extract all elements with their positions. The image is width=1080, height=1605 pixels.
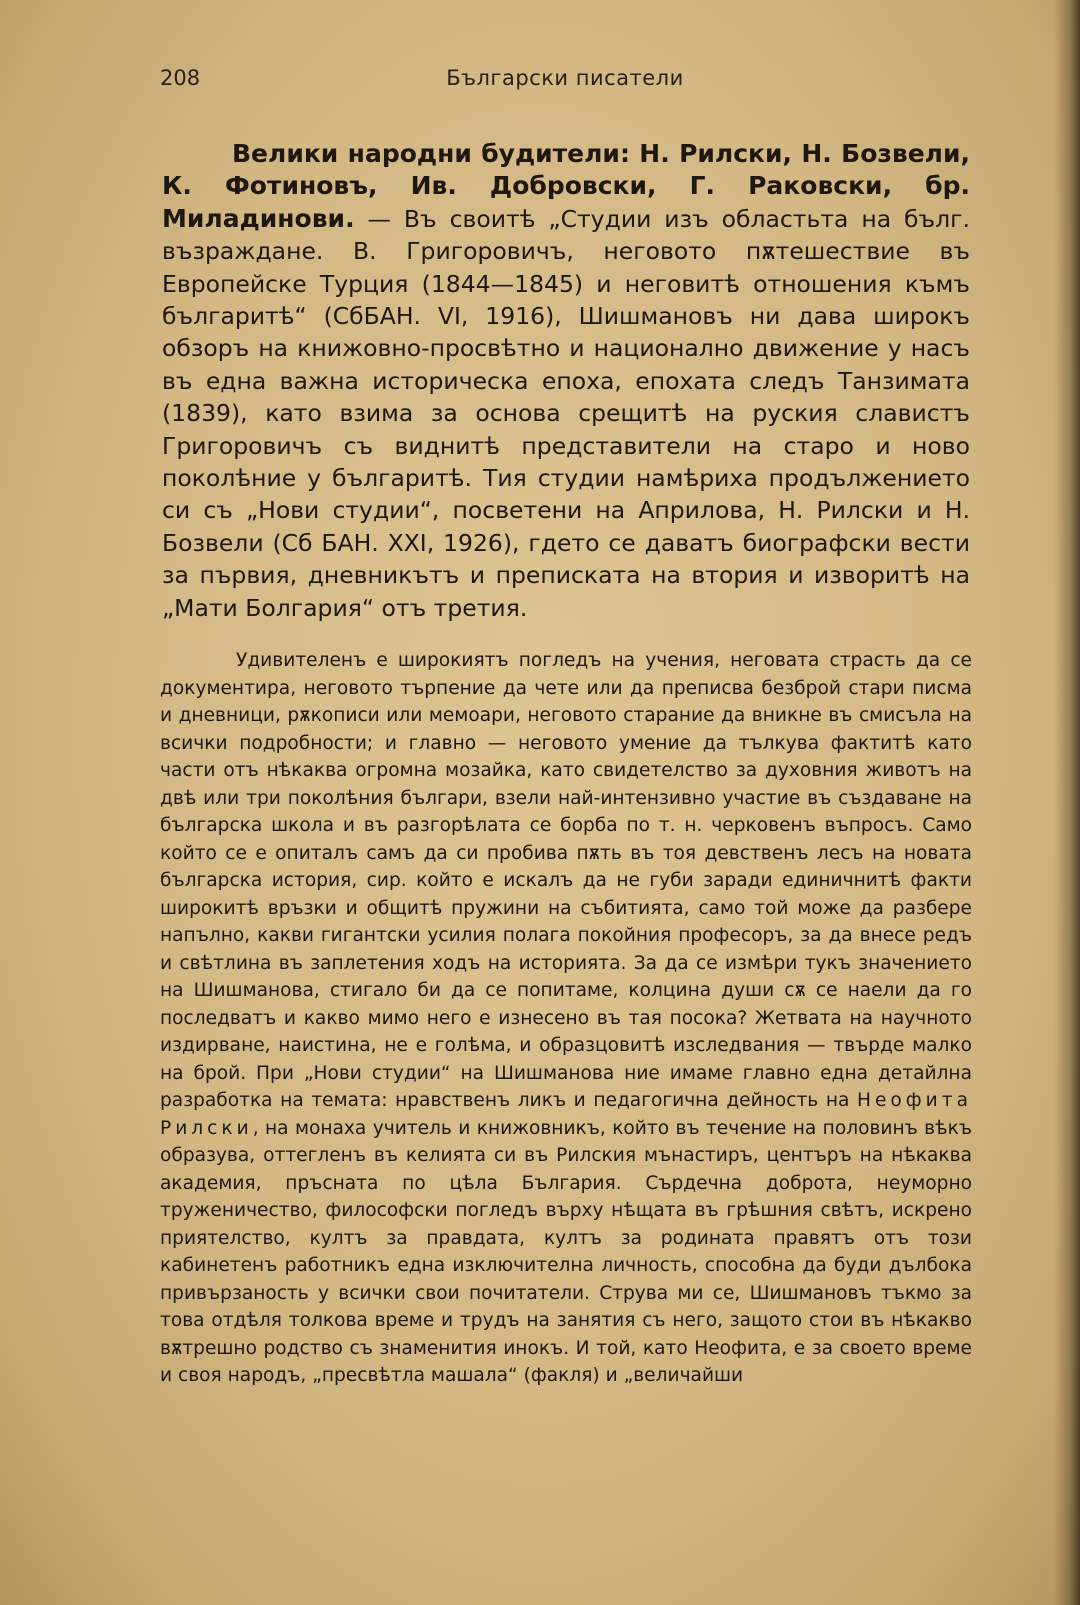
section-lead — [162, 138, 970, 624]
page-number: 208 — [160, 66, 201, 90]
page-header — [160, 66, 970, 96]
section-title: Велики народни будители: Н. Рилски, Н. Бозвели, К. Фотиновъ, Ив. Добровски, Г. Раковски, бр. Миладинови. — [162, 139, 970, 233]
page-spine-shadow — [1054, 0, 1080, 1605]
body-text-before: Удивителенъ е широкиятъ погледъ на учения, неговата страсть да се документира, неговото търпение да чете или да преписва безброй стари писма и дневници, рѫкописи или мемоари, неговото старание да вникне въ смисъла на всички подробности; и главно — неговото умение да тълкува фактитѣ като части отъ нѣкаква огромна мозайка, като свидетелство за духовния животъ на двѣ или три поколѣния българи, взели най-интензивно участие въ създаване на българска школа и въ разгорѣлата се борба по т. н. черковенъ въпросъ. Само който се е опиталъ самъ да си пробива пѫть въ тоя девственъ лесъ на новата българска история, сир. който е искалъ да не губи заради единичнитѣ факти широкитѣ връзки и общитѣ пружини на събитията, само той може да разбере напълно, какви гигантски усилия полага покойния професоръ, за да внесе редъ и свѣтлина въ заплетения ходъ на историята. За да се измѣри тукъ значението на Шишманова, стигало би да се попитаме, колцина души сѫ се наели да го последватъ и какво мимо него е изнесено въ тая посока? Жетвата на научното издирване, наистина, не е голѣма, и образцовитѣ изследвания — твърде малко на брой. При „Нови студии“ на Шишманова ние имаме главно една детайлна разработка на темата: нравственъ ликъ и педагогична дейность на — [160, 650, 972, 1111]
spaced-name: Неофита Рилски — [160, 1090, 972, 1139]
lead-text: — Въ своитѣ „Студии изъ областьта на бълг. възраждане. В. Григоровичъ, неговото пѫтешествие въ Европейске Турция (1844—1845) и неговитѣ отношения къмъ българитѣ“ (СбБАН. VI, 1916), Шишмановъ ни дава широкъ обзоръ на книжовно-просвѣтно и национално движение у насъ въ една важна историческа епоха, епохата следъ Танзимата (1839), като взима за основа срещитѣ на руския славистъ Григоровичъ съ виднитѣ представители на старо и ново поколѣние у българитѣ. Тия студии намѣриха продължението си съ „Нови студии“, посветени на Априлова, Н. Рилски и Н. Бозвели (Сб БАН. XXI, 1926), гдето се даватъ биографски вести за първия, дневникътъ и преписката на втория и изворитѣ на „Мати Болгария“ отъ третия. — [162, 204, 970, 622]
running-title: Български писатели — [446, 66, 684, 90]
body-paragraph — [160, 647, 972, 1390]
lead-paragraph — [162, 138, 970, 624]
body-text-after: , на монаха учитель и книжовникъ, който въ течение на половинъ вѣкъ образува, оттегленъ въ келията си въ Рилския мънастиръ, центъръ на нѣкаква академия, пръсната по цѣла България. Сърдечна доброта, неуморно труженичество, философски погледъ върху нѣщата въ грѣшния свѣтъ, искрено приятелство, култъ за правдата, култъ за родината правятъ отъ този кабинетенъ работникъ една изключителна личность, способна да буди дълбока привързаность у всички свои почитатели. Струва ми се, Шишмановъ тъкмо за това отдѣля толкова време и трудъ на занятия съ него, защото стои въ нѣкакво вѫтрешно родство съ знаменития инокъ. И той, като Неофита, е за своето време и своя народъ, „пресвѣтла машала“ (факля) и „величайши — [160, 1117, 972, 1386]
